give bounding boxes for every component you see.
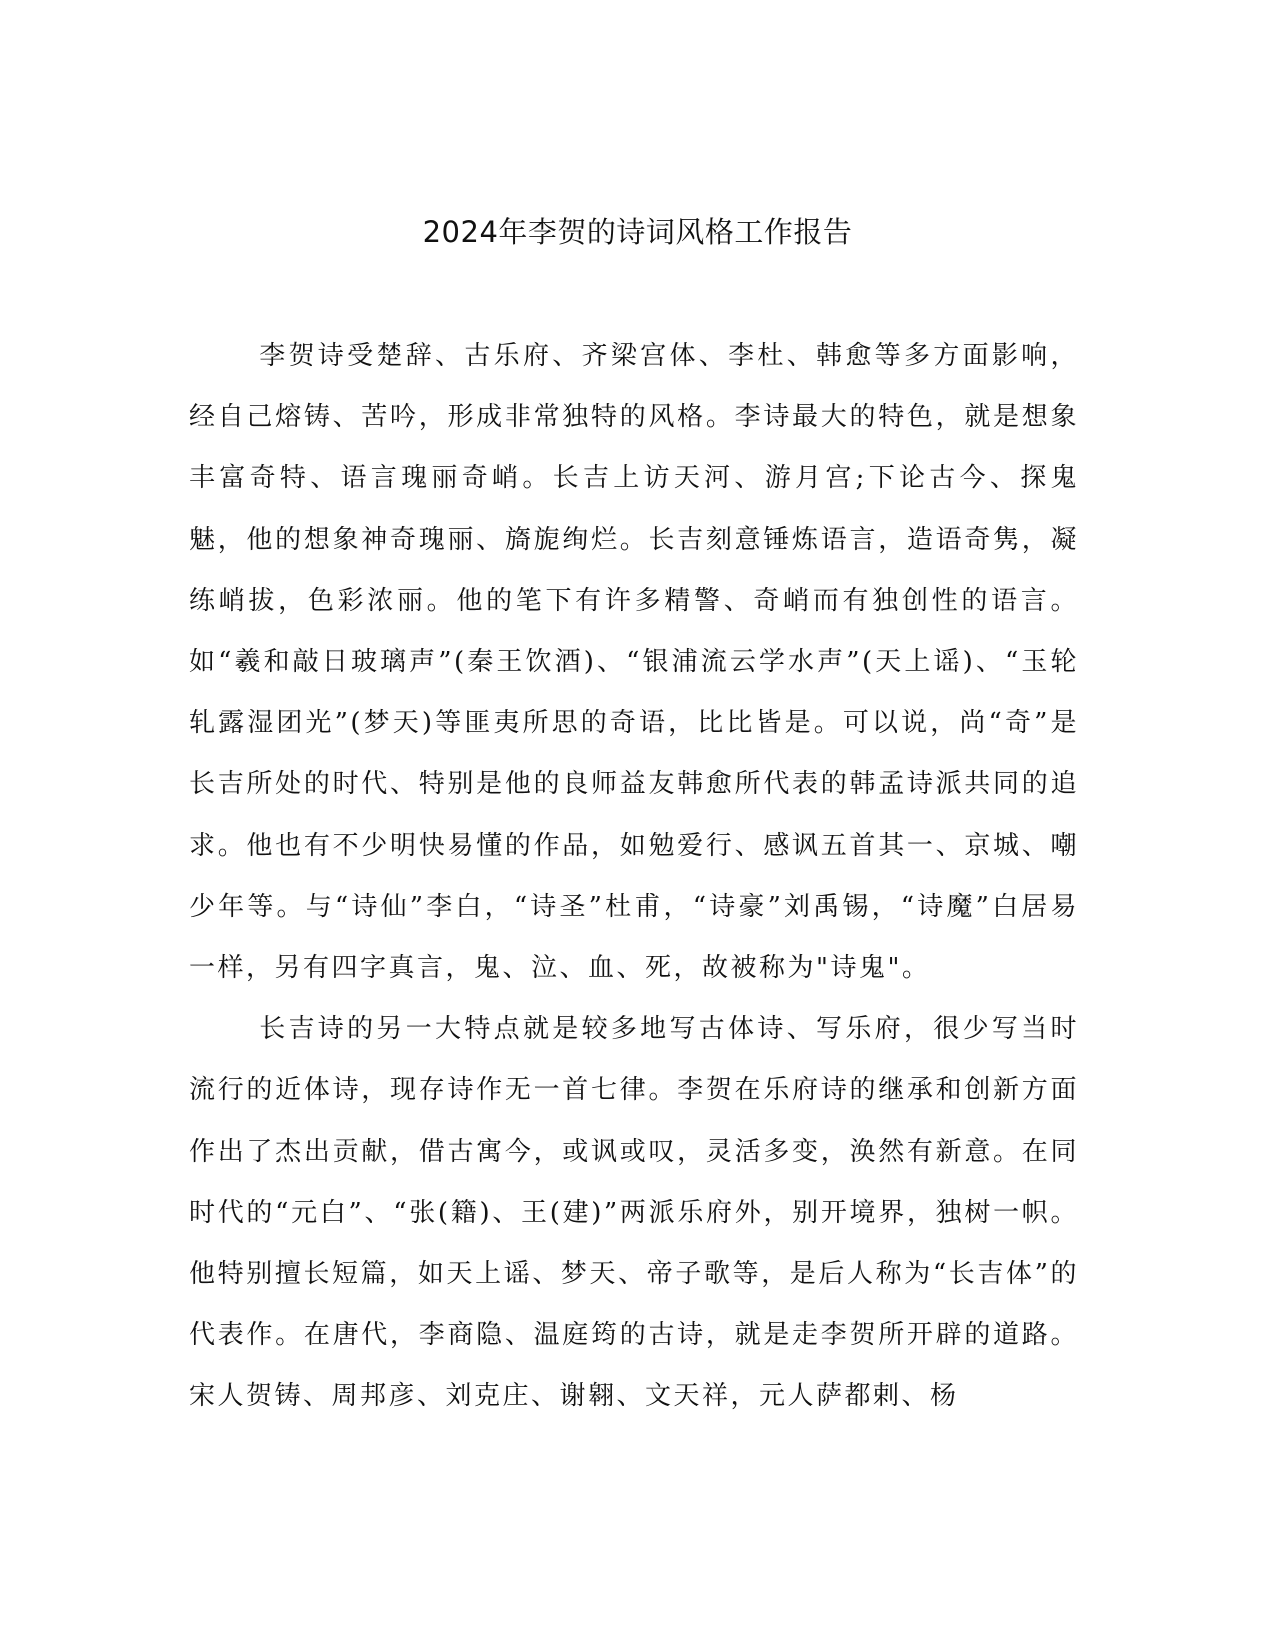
paragraph-1: 李贺诗受楚辞、古乐府、齐梁宫体、李杜、韩愈等多方面影响，经自己熔铸、苦吟，形成非常独特的风格。李诗最大的特色，就是想象丰富奇特、语言瑰丽奇峭。长吉上访天河、游月宫;下论古今、探鬼魅，他的想象神奇瑰丽、旖旎绚烂。长吉刻意锤炼语言，造语奇隽，凝练峭拔，色彩浓丽。他的笔下有许多精警、奇峭而有独创性的语言。如“羲和敲日玻璃声”(秦王饮酒)、“银浦流云学水声”(天上谣)、“玉轮轧露湿团光”(梦天)等匪夷所思的奇语，比比皆是。可以说，尚“奇”是长吉所处的时代、特别是他的良师益友韩愈所代表的韩孟诗派共同的追求。他也有不少明快易懂的作品，如勉爱行、感讽五首其一、京城、嘲少年等。与“诗仙”李白，“诗圣”杜甫，“诗豪”刘禹锡，“诗魔”白居易一样，另有四字真言，鬼、泣、血、死，故被称为"诗鬼"。 (189, 341, 1079, 984)
document-body (189, 326, 1079, 1428)
document-title: 2024年李贺的诗词风格工作报告 (422, 215, 853, 249)
paragraph-2: 长吉诗的另一大特点就是较多地写古体诗、写乐府，很少写当时流行的近体诗，现存诗作无一首七律。李贺在乐府诗的继承和创新方面作出了杰出贡献，借古寓今，或讽或叹，灵活多变，涣然有新意。在同时代的“元白”、“张(籍)、王(建)”两派乐府外，别开境界，独树一帜。他特别擅长短篇，如天上谣、梦天、帝子歌等，是后人称为“长吉体”的代表作。在唐代，李商隐、温庭筠的古诗，就是走李贺所开辟的道路。宋人贺铸、周邦彦、刘克庄、谢翱、文天祥，元人萨都剌、杨 (189, 1014, 1079, 1412)
